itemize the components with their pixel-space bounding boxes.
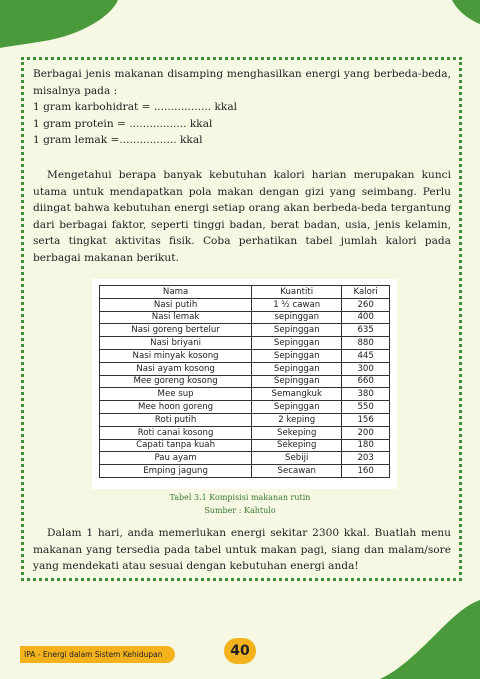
cell-calories: 400 [342,311,390,324]
footer-chapter-label: IPA - Energi dalam Sistem Kehidupan [20,646,175,663]
protein-energy-line: 1 gram protein = ................. kkal [33,117,213,130]
calorie-needs-paragraph: Mengetahui berapa banyak kebutuhan kalori harian merupakan kunci utama untuk mendapatkan pola makan dengan gizi yang seimbang. Perlu diingat bahwa kebutuhan energi setiap orang akan berbeda-beda tergantung dari berbagai faktor, seperti tinggi badan, berat badan, usia, jenis kelamin, serta tingkat aktivitas fisik. Coba perhatikan tabel jumlah kalori pada berbagai makanan berikut. [33,168,451,264]
table-row [100,337,390,350]
cell-quantity: Sepinggan [252,324,342,337]
intro-text: Berbagai jenis makanan disamping menghasilkan energi yang berbeda-beda, misalnya pada : [33,68,451,97]
page-content [33,66,451,267]
cell-quantity: 2 keping [252,413,342,426]
cell-calories: 156 [342,413,390,426]
table-row [100,375,390,388]
carb-energy-line: 1 gram karbohidrat = ................. kkal [33,101,238,114]
cell-name: Nasi briyani [100,337,252,350]
table-row [100,362,390,375]
cell-calories: 200 [342,426,390,439]
cell-calories: 550 [342,401,390,414]
column-header-calories: Kalori [342,286,390,299]
table-source: Sumber : Kahtulo [204,506,276,515]
cell-name: Mee hoon goreng [100,401,252,414]
table-row [100,324,390,337]
calorie-table-image [92,279,397,489]
bottom-right-leaf-decoration [380,600,480,679]
cell-name: Roti putih [100,413,252,426]
cell-name: Pau ayam [100,452,252,465]
cell-calories: 260 [342,298,390,311]
cell-quantity: Sepinggan [252,349,342,362]
closing-content [33,521,451,575]
column-header-name: Nama [100,286,252,299]
table-row [100,401,390,414]
menu-task-paragraph: Dalam 1 hari, anda memerlukan energi sekitar 2300 kkal. Buatlah menu makanan yang tersedia pada tabel untuk makan pagi, siang dan malam/sore yang mendekati atau sesuai dengan kebutuhan energi anda! [33,527,451,573]
top-right-leaf-decoration [440,0,480,30]
cell-name: Roti canai kosong [100,426,252,439]
cell-quantity: Semangkuk [252,388,342,401]
cell-name: Nasi minyak kosong [100,349,252,362]
cell-quantity: Sekeping [252,439,342,452]
table-row [100,388,390,401]
cell-name: Mee goreng kosong [100,375,252,388]
cell-quantity: Secawan [252,465,342,478]
table-caption: Tabel 3.1 Kompisisi makanan rutin [169,493,311,502]
table-row [100,439,390,452]
cell-quantity: Sepinggan [252,375,342,388]
table-row [100,349,390,362]
table-row [100,426,390,439]
cell-calories: 203 [342,452,390,465]
cell-calories: 160 [342,465,390,478]
intro-paragraph [33,66,451,149]
cell-name: Nasi goreng bertelur [100,324,252,337]
page-number: 40 [224,638,256,664]
cell-calories: 635 [342,324,390,337]
column-header-quantity: Kuantiti [252,286,342,299]
table-row [100,452,390,465]
cell-quantity: Sebiji [252,452,342,465]
table-header-row [100,286,390,299]
cell-calories: 380 [342,388,390,401]
cell-calories: 660 [342,375,390,388]
cell-calories: 445 [342,349,390,362]
table-row [100,465,390,478]
cell-quantity: sepinggan [252,311,342,324]
table-row [100,413,390,426]
cell-quantity: Sepinggan [252,362,342,375]
top-left-leaf-decoration [0,0,130,50]
cell-quantity: 1 ½ cawan [252,298,342,311]
cell-quantity: Sekeping [252,426,342,439]
cell-calories: 180 [342,439,390,452]
fat-energy-line: 1 gram lemak =................. kkal [33,134,203,147]
table-row [100,298,390,311]
cell-name: Capati tanpa kuah [100,439,252,452]
calorie-table [99,285,390,478]
cell-name: Mee sup [100,388,252,401]
cell-quantity: Sepinggan [252,337,342,350]
cell-quantity: Sepinggan [252,401,342,414]
cell-calories: 300 [342,362,390,375]
cell-name: Emping jagung [100,465,252,478]
cell-name: Nasi lemak [100,311,252,324]
cell-name: Nasi putih [100,298,252,311]
table-row [100,311,390,324]
cell-name: Nasi ayam kosong [100,362,252,375]
cell-calories: 880 [342,337,390,350]
